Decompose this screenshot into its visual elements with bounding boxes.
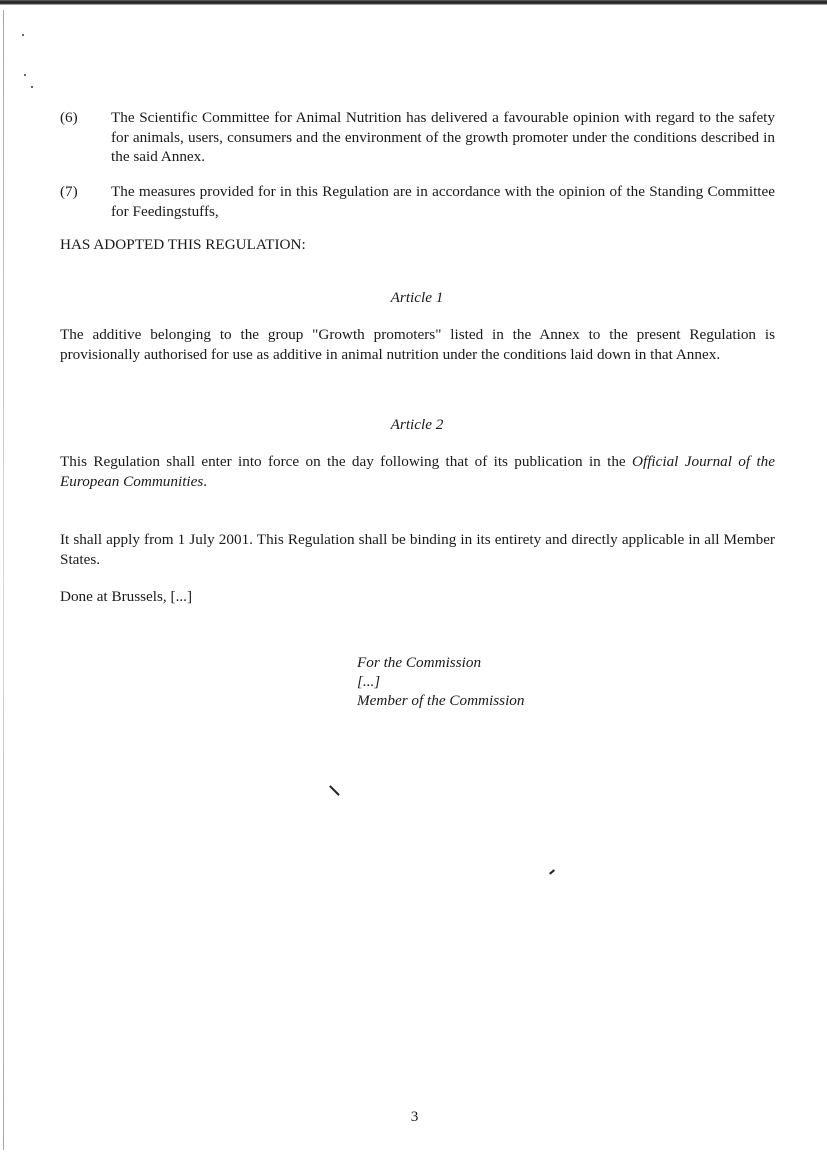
- scan-speck: [31, 86, 33, 88]
- official-journal-title: Official Journal of the European Communities: [60, 453, 776, 490]
- article-2-text: [60, 452, 775, 491]
- signature-line-3: Member of the Commission: [357, 692, 525, 709]
- top-scan-rule: [0, 0, 827, 5]
- article-2-text-after: .: [203, 472, 208, 490]
- done-at: Done at Brussels, [...]: [60, 588, 193, 605]
- scan-speck: [22, 34, 24, 36]
- signature-line-1: For the Commission: [357, 654, 482, 671]
- recital-number: (6): [60, 109, 78, 126]
- scan-stroke: [329, 785, 339, 795]
- article-2-text-before: This Regulation shall enter into force on the day following that of its publication in the: [60, 453, 632, 470]
- recital-text: The Scientific Committee for Animal Nutrition has delivered a favourable opinion with regard to the safety for animals, users, consumers and the environment of the growth promoter under the conditions described in the said Annex.: [111, 109, 775, 165]
- signature-line-2: [...]: [357, 673, 381, 690]
- scan-stroke: [549, 869, 555, 874]
- article-1-heading: Article 1: [390, 289, 444, 306]
- page-number: 3: [410, 1108, 419, 1125]
- recital-6: [60, 108, 775, 167]
- article-2-heading: Article 2: [390, 416, 444, 433]
- article-1-text: The additive belonging to the group "Growth promoters" listed in the Annex to the present Regulation is provisionally authorised for use as additive in animal nutrition under the conditions laid down in that Annex.: [60, 326, 775, 363]
- application-clause: It shall apply from 1 July 2001. This Regulation shall be binding in its entirety and directly applicable in all Member States.: [60, 531, 775, 568]
- recital-number: (7): [60, 183, 78, 200]
- scan-speck: [24, 74, 26, 76]
- left-scan-edge: [3, 10, 4, 1150]
- recital-text: The measures provided for in this Regulation are in accordance with the opinion of the Standing Committee for Feedingstuffs,: [111, 183, 775, 220]
- adoption-statement: HAS ADOPTED THIS REGULATION:: [60, 236, 306, 253]
- recital-7: [60, 182, 775, 221]
